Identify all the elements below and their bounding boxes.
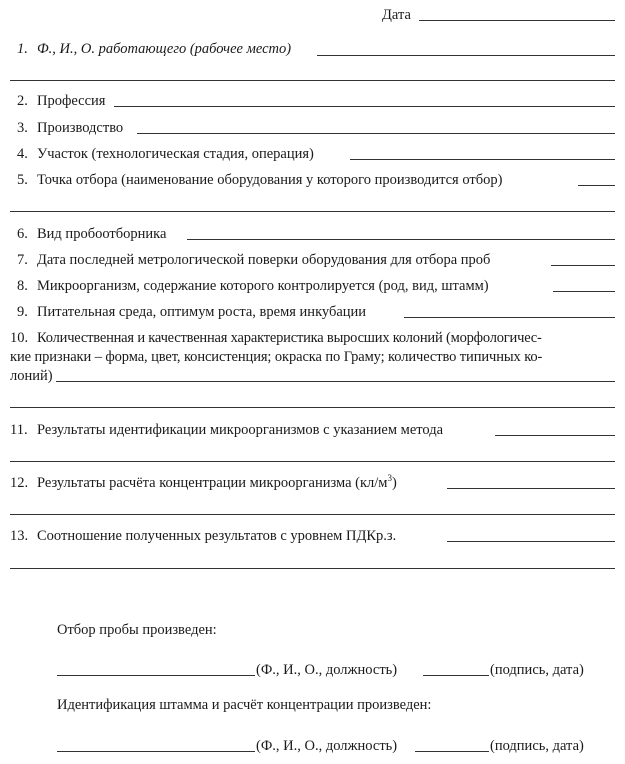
- item-4-number: 4.: [17, 146, 28, 162]
- item-7-label: Дата последней метрологической поверки оборудования для отбора проб: [37, 252, 491, 268]
- item-13-label: Соотношение полученных результатов с уровнем ПДКр.з.: [37, 528, 397, 544]
- item-2-label: Профессия: [37, 93, 106, 109]
- date-field[interactable]: [419, 20, 615, 21]
- item-5-label: Точка отбора (наименование оборудования у которого производится отбор): [37, 172, 503, 188]
- item-13-field[interactable]: [447, 541, 615, 542]
- item-2-number: 2.: [17, 93, 28, 109]
- identification-title: Идентификация штамма и расчёт концентрации произведен:: [57, 697, 432, 713]
- item-8-label: Микроорганизм, содержание которого контролируется (род, вид, штамм): [37, 278, 489, 294]
- item-4-field[interactable]: [350, 159, 615, 160]
- item-5-field-extra[interactable]: [10, 211, 615, 212]
- item-13-number: 13.: [10, 528, 29, 544]
- item-10-field-extra[interactable]: [10, 407, 615, 408]
- item-10-field[interactable]: [56, 381, 615, 382]
- item-11-field-extra[interactable]: [10, 461, 615, 462]
- item-7-number: 7.: [17, 252, 28, 268]
- identification-fio-field[interactable]: [57, 751, 255, 752]
- item-11-label: Результаты идентификации микроорганизмов с указанием метода: [37, 422, 444, 438]
- sampling-fio-label: (Ф., И., О., должность): [256, 662, 398, 678]
- item-3-field[interactable]: [137, 133, 615, 134]
- item-9-label: Питательная среда, оптимум роста, время инкубации: [37, 304, 367, 320]
- item-8-number: 8.: [17, 278, 28, 294]
- item-6-label: Вид пробоотборника: [37, 226, 167, 242]
- item-5-number: 5.: [17, 172, 28, 188]
- sampling-sign-field[interactable]: [423, 675, 489, 676]
- item-12-label-sup: 3: [387, 473, 392, 483]
- item-2-field[interactable]: [114, 106, 615, 107]
- item-5-field[interactable]: [578, 185, 615, 186]
- sampling-title: Отбор пробы произведен:: [57, 622, 217, 638]
- item-12-number: 12.: [10, 475, 29, 491]
- item-10-number: 10.: [10, 330, 29, 346]
- item-1-label: Ф., И., О. работающего (рабочее место): [37, 41, 292, 57]
- item-12-field-extra[interactable]: [10, 514, 615, 515]
- sampling-fio-field[interactable]: [57, 675, 255, 676]
- item-3-number: 3.: [17, 120, 28, 136]
- item-6-number: 6.: [17, 226, 28, 242]
- item-12-field[interactable]: [447, 488, 615, 489]
- item-12-label-after: ): [391, 475, 397, 491]
- item-1-number: 1.: [17, 41, 28, 57]
- item-10-label-line2: кие признаки – форма, цвет, консистенция; окраска по Граму; количество типичных ко-: [10, 349, 543, 365]
- item-10-label-line1: Количественная и качественная характеристика выросших колоний (морфологичес-: [37, 330, 542, 346]
- item-8-field[interactable]: [553, 291, 615, 292]
- item-11-number: 11.: [10, 422, 28, 438]
- item-12-label: [37, 474, 397, 492]
- item-1-field[interactable]: [317, 55, 615, 56]
- item-3-label: Производство: [37, 120, 124, 136]
- item-9-number: 9.: [17, 304, 28, 320]
- item-7-field[interactable]: [551, 265, 615, 266]
- sampling-sign-label: (подпись, дата): [490, 662, 584, 678]
- item-12-label-text: Результаты расчёта концентрации микроорганизма (кл/м: [37, 475, 388, 491]
- item-4-label: Участок (технологическая стадия, операция): [37, 146, 314, 162]
- identification-fio-label: (Ф., И., О., должность): [256, 738, 398, 754]
- item-11-field[interactable]: [495, 435, 615, 436]
- identification-sign-field[interactable]: [415, 751, 489, 752]
- item-10-label-line3: лоний): [10, 368, 53, 384]
- item-1-field-extra[interactable]: [10, 80, 615, 81]
- date-label: Дата: [382, 7, 411, 23]
- identification-sign-label: (подпись, дата): [490, 738, 584, 754]
- item-6-field[interactable]: [187, 239, 615, 240]
- item-13-field-extra[interactable]: [10, 568, 615, 569]
- item-9-field[interactable]: [404, 317, 615, 318]
